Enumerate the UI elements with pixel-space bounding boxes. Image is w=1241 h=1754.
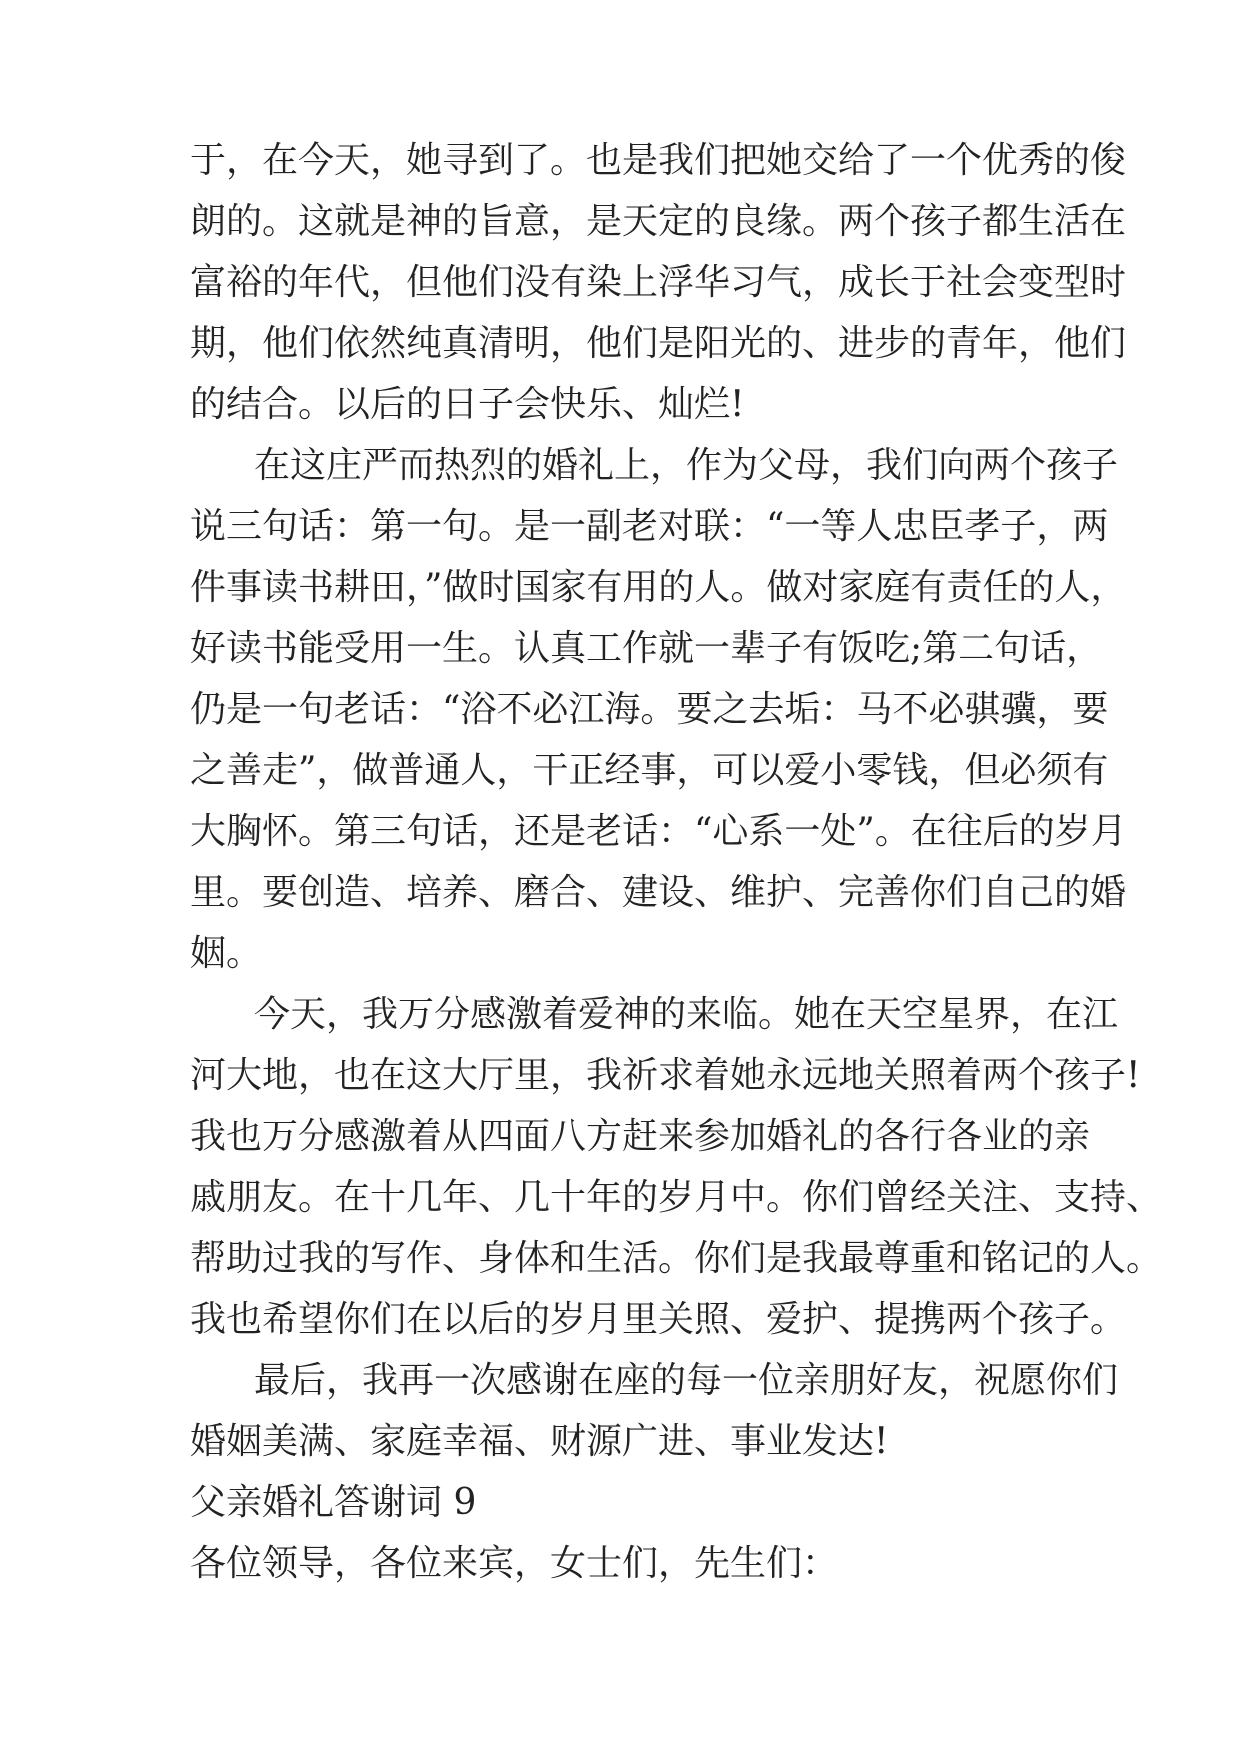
document-body [190,130,1163,1594]
text-line: 之善走”，做普通人，干正经事，可以爱小零钱，但必须有 [190,750,1109,791]
text-line: 的结合。以后的日子会快乐、灿烂! [190,384,745,425]
text-line: 大胸怀。第三句话，还是老话：“心系一处”。在往后的岁月 [190,811,1127,852]
text-line: 期，他们依然纯真清明，他们是阳光的、进步的青年，他们 [190,323,1127,364]
text-line: 我也希望你们在以后的岁月里关照、爱护、提携两个孩子。 [190,1299,1127,1340]
text-line: 仍是一句老话：“浴不必江海。要之去垢：马不必骐骥，要 [190,689,1109,730]
text-line: 富裕的年代，但他们没有染上浮华习气，成长于社会变型时 [190,262,1127,303]
text-line: 姻。 [190,933,263,974]
paragraph-4 [190,1350,1119,1472]
text-line: 我也万分感激着从四面八方赶来参加婚礼的各行各业的亲 [190,1116,1091,1157]
text-line: 于，在今天，她寻到了。也是我们把她交给了一个优秀的俊 [190,140,1127,181]
text-line: 今天，我万分感激着爱神的来临。她在天空星界，在江 [254,994,1119,1035]
text-line: 帮助过我的写作、身体和生活。你们是我最尊重和铭记的人。 [190,1238,1163,1279]
text-line: 河大地，也在这大厅里，我祈求着她永远地关照着两个孩子! [190,1055,1141,1096]
text-line: 在这庄严而热烈的婚礼上，作为父母，我们向两个孩子 [254,445,1119,486]
text-line: 说三句话：第一句。是一副老对联：“一等人忠臣孝子，两 [190,506,1109,547]
salutation-line: 各位领导，各位来宾，女士们，先生们： [190,1543,839,1584]
text-line: 最后，我再一次感谢在座的每一位亲朋好友，祝愿你们 [254,1360,1119,1401]
text-line: 朗的。这就是神的旨意，是天定的良缘。两个孩子都生活在 [190,201,1127,242]
paragraph-3 [190,984,1163,1350]
text-line: 婚姻美满、家庭幸福、财源广进、事业发达! [190,1421,889,1462]
text-line: 件事读书耕田，”做时国家有用的人。做对家庭有责任的人， [190,567,1127,608]
paragraph-1 [190,130,1127,435]
section-heading: 父亲婚礼答谢词 9 [190,1482,477,1523]
paragraph-2 [190,435,1127,984]
text-line: 里。要创造、培养、磨合、建设、维护、完善你们自己的婚 [190,872,1127,913]
text-line: 好读书能受用一生。认真工作就一辈子有饭吃;第二句话， [190,628,1103,669]
text-line: 戚朋友。在十几年、几十年的岁月中。你们曾经关注、支持、 [190,1177,1163,1218]
